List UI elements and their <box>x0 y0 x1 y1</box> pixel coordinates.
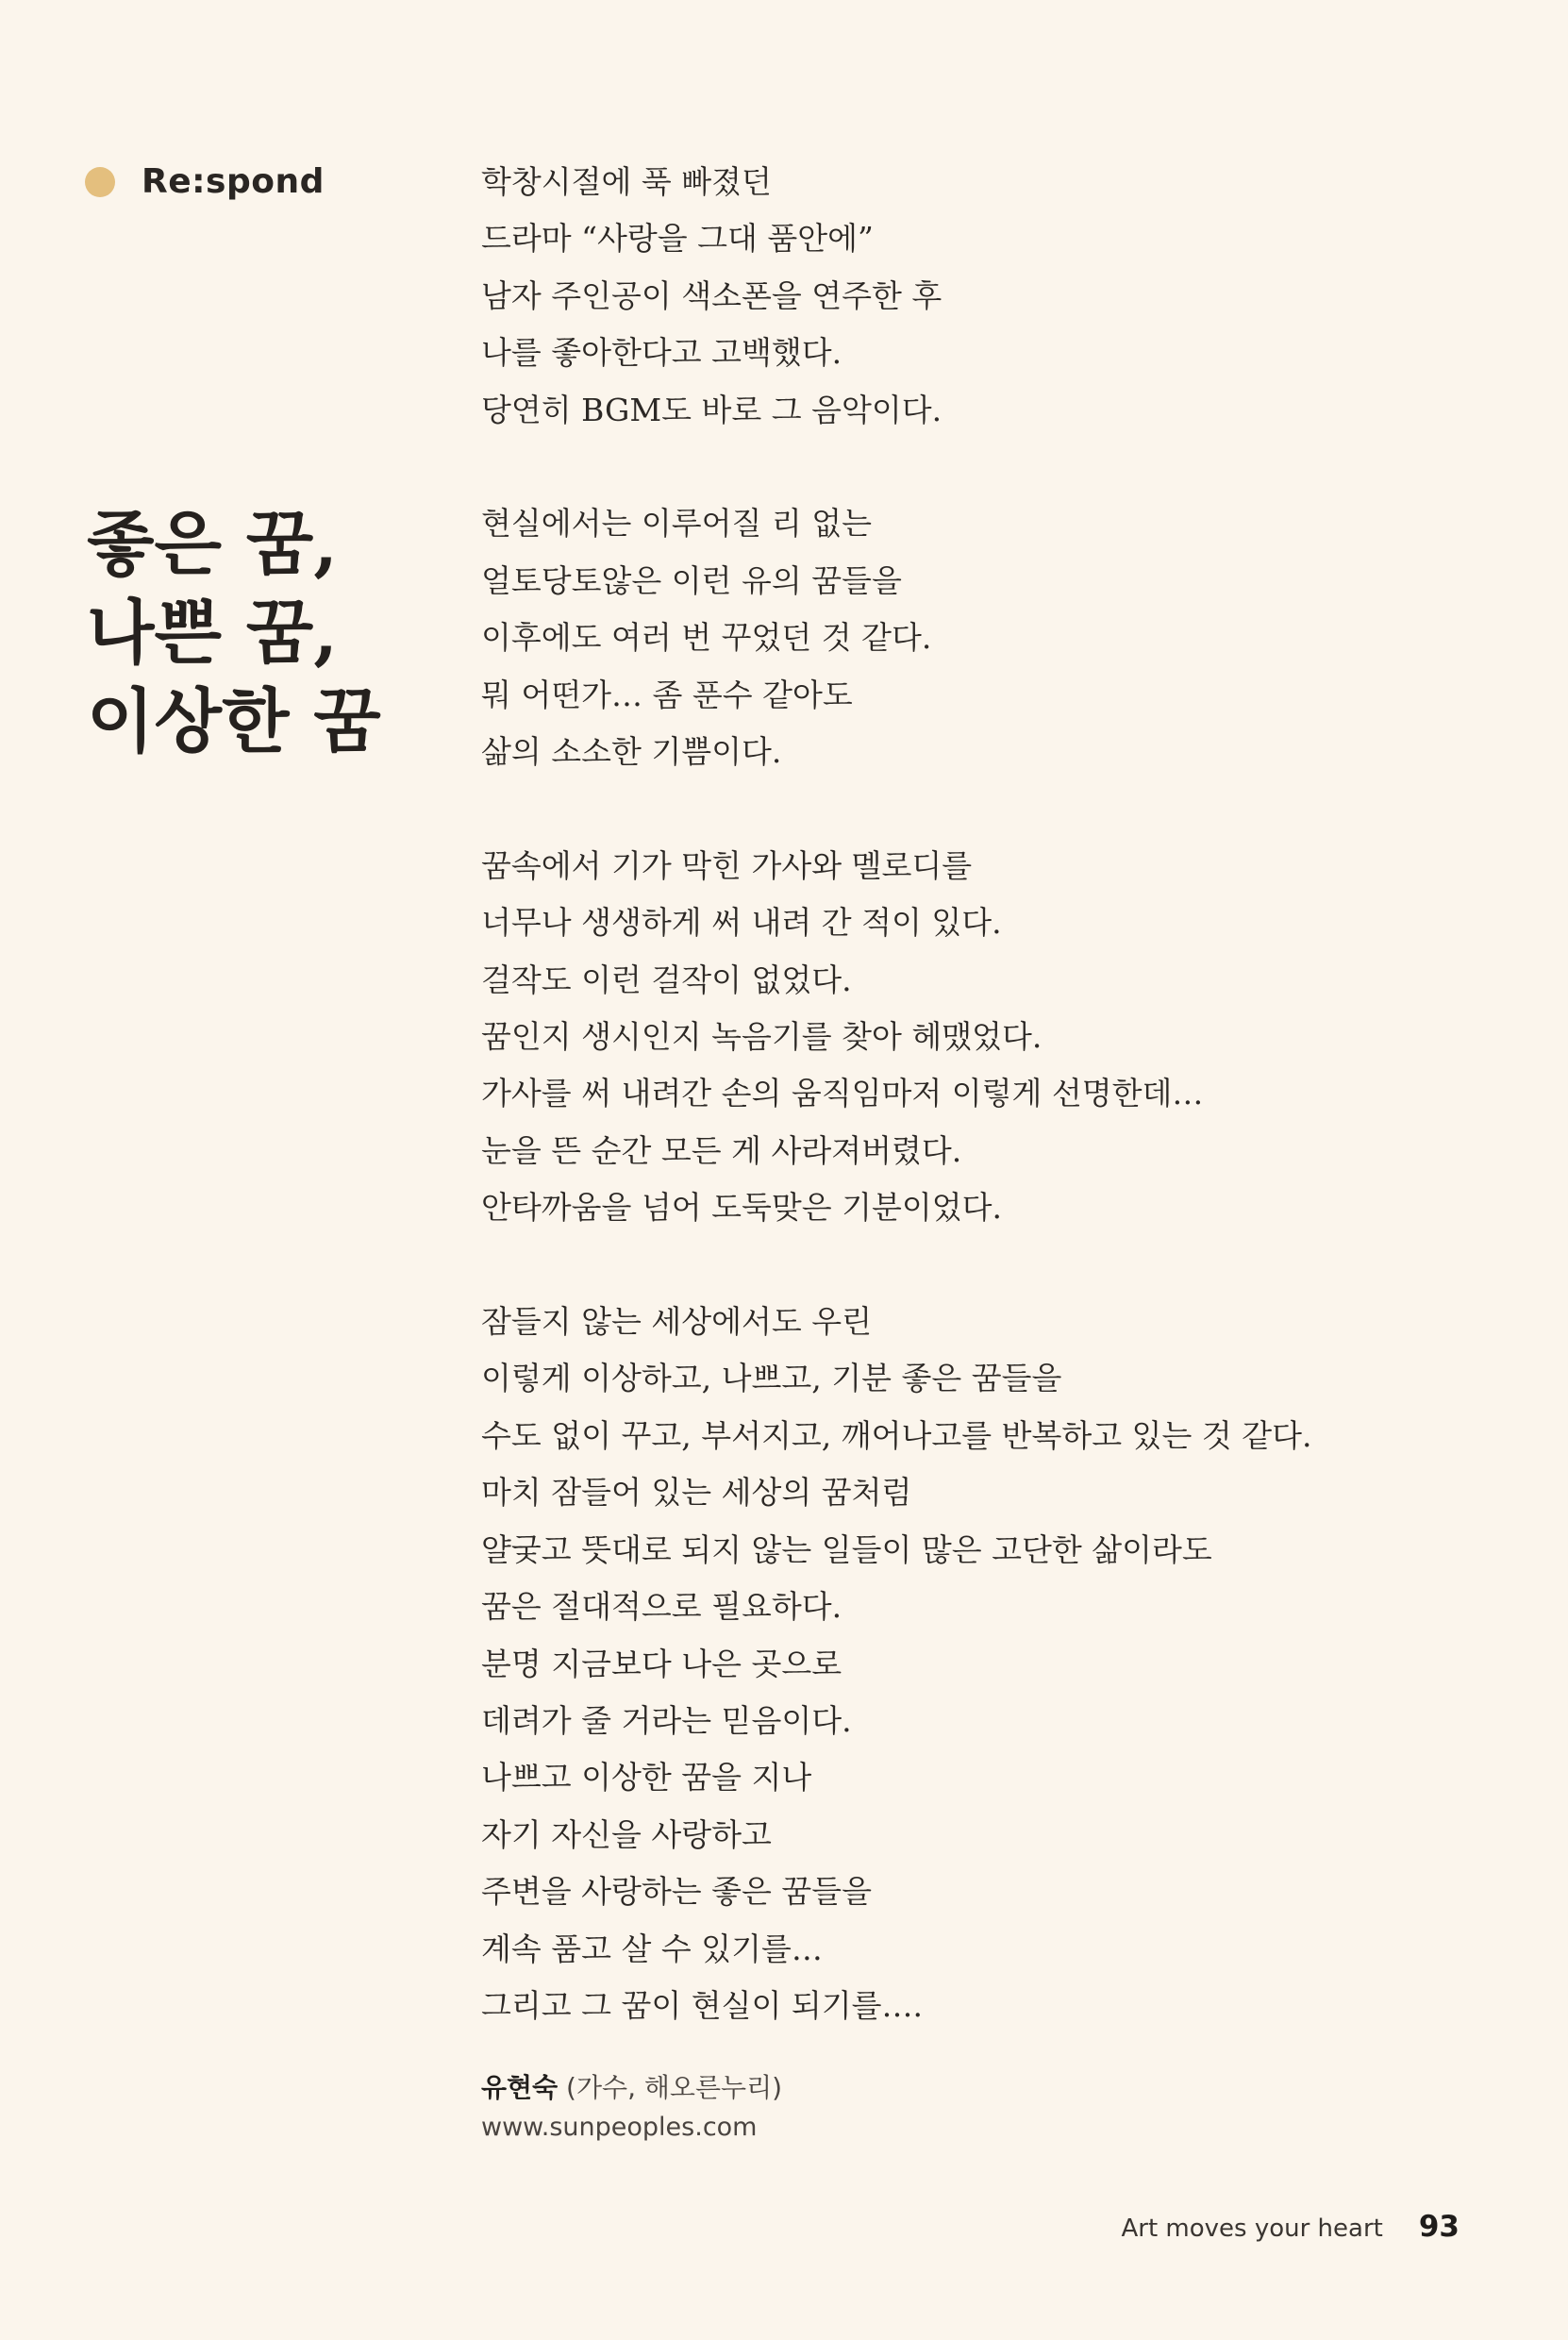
body-line: 잠들지 않는 세상에서도 우린 <box>481 1303 873 1341</box>
body-line: 드라마 “사랑을 그대 품안에” <box>481 220 874 258</box>
body-line: 당연히 BGM도 바로 그 음악이다. <box>481 391 942 428</box>
author-name: 유현숙 <box>481 2072 559 2103</box>
article-title <box>87 500 381 766</box>
body-line: 삶의 소소한 기쁨이다. <box>481 733 782 771</box>
stanza <box>481 154 1481 439</box>
body-line: 데려가 줄 거라는 믿음이다. <box>481 1701 852 1739</box>
stanza <box>481 495 1481 780</box>
body-line: 수도 없이 꾸고, 부서지고, 깨어나고를 반복하고 있는 것 같다. <box>481 1416 1312 1454</box>
title-line: 나쁜 꿈, <box>87 593 338 674</box>
body-line: 현실에서는 이루어질 리 없는 <box>481 505 873 543</box>
section-dot-icon <box>85 167 115 197</box>
body-line: 걸작도 이런 걸작이 없었다. <box>481 961 852 998</box>
body-line: 가사를 써 내려간 손의 움직임마저 이렇게 선명한데… <box>481 1075 1204 1112</box>
body-line: 꿈은 절대적으로 필요하다. <box>481 1588 842 1626</box>
body-line: 눈을 뜬 순간 모든 게 사라져버렸다. <box>481 1131 962 1169</box>
body-line: 얼토당토않은 이런 유의 꿈들을 <box>481 561 902 599</box>
section-label <box>85 162 325 201</box>
body-line: 이후에도 여러 번 꾸었던 것 같다. <box>481 619 932 657</box>
body-line: 꿈인지 생시인지 녹음기를 찾아 헤맸었다. <box>481 1018 1043 1056</box>
body-line: 너무나 생생하게 써 내려 간 적이 있다. <box>481 904 1002 942</box>
body-line: 이렇게 이상하고, 나쁘고, 기분 좋은 꿈들을 <box>481 1360 1062 1397</box>
title-line: 이상한 꿈 <box>87 681 381 762</box>
body-line: 뭐 어떤가… 좀 푼수 같아도 <box>481 676 853 713</box>
page-number: 93 <box>1418 2210 1460 2244</box>
article-body <box>481 154 1481 2092</box>
author-role: (가수, 해오른누리) <box>558 2072 783 2103</box>
body-line: 꿈속에서 기가 막힌 가사와 멜로디를 <box>481 846 973 884</box>
body-line: 안타까움을 넘어 도둑맞은 기분이었다. <box>481 1189 1003 1227</box>
body-line: 그리고 그 꿈이 현실이 되기를…. <box>481 1986 923 2024</box>
section-label-text: Re:spond <box>142 162 325 201</box>
page-footer <box>1121 2210 1460 2244</box>
body-line: 자기 자신을 사랑하고 <box>481 1815 772 1853</box>
body-line: 얄궂고 뜻대로 되지 않는 일들이 많은 고단한 삶이라도 <box>481 1530 1212 1568</box>
body-line: 주변을 사랑하는 좋은 꿈들을 <box>481 1873 873 1911</box>
author-website-link[interactable]: www.sunpeoples.com <box>481 2113 758 2142</box>
body-line: 나를 좋아한다고 고백했다. <box>481 334 842 372</box>
stanza <box>481 838 1481 1237</box>
author-credit <box>481 2069 782 2147</box>
body-line: 마치 잠들어 있는 세상의 꿈처럼 <box>481 1474 912 1512</box>
body-line: 학창시절에 푹 빠졌던 <box>481 163 772 200</box>
footer-tagline: Art moves your heart <box>1121 2215 1383 2243</box>
body-line: 남자 주인공이 색소폰을 연주한 후 <box>481 276 942 314</box>
title-line: 좋은 꿈, <box>87 504 338 585</box>
stanza <box>481 1294 1481 2034</box>
body-line: 분명 지금보다 나은 곳으로 <box>481 1645 842 1682</box>
body-line: 나쁘고 이상한 꿈을 지나 <box>481 1759 812 1797</box>
body-line: 계속 품고 살 수 있기를… <box>481 1930 823 1967</box>
